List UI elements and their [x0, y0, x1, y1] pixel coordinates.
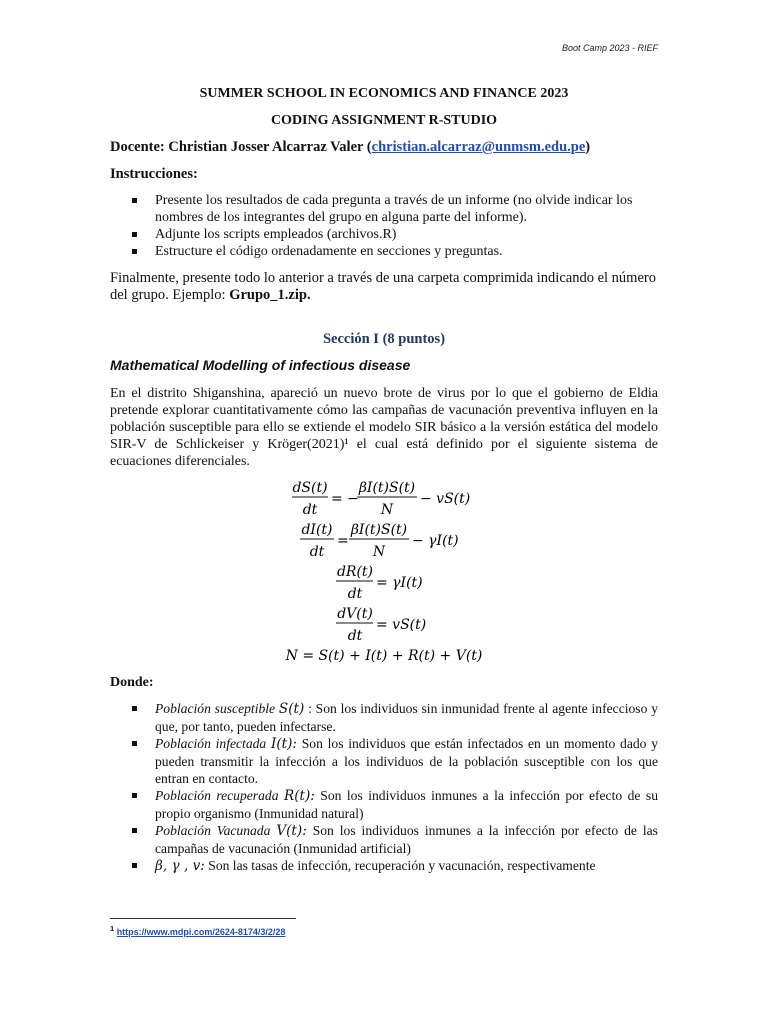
equation-di [0, 518, 768, 562]
definition-text: Son las tasas de infección, recuperación y vacunación, respectivamente [204, 858, 596, 873]
footnote [110, 924, 285, 937]
docente-label: Docente: [110, 139, 165, 155]
document-subtitle: CODING ASSIGNMENT R-STUDIO [270, 113, 498, 128]
eq2-frac-den: N [372, 544, 386, 560]
bullet-icon [132, 828, 137, 833]
bullet-icon [132, 741, 137, 746]
instruction-text: Estructure el código ordenadamente en secciones y preguntas. [155, 244, 503, 259]
docente-email-link[interactable]: christian.alcarraz@unmsm.edu.pe [371, 139, 586, 155]
footnote-mark: 1 [110, 924, 115, 933]
equation-dr [0, 560, 768, 604]
eq2-rhs-a: = [337, 533, 349, 549]
bullet-icon [132, 198, 137, 203]
instruction-text: Adjunte los scripts empleados (archivos.R) [155, 227, 397, 242]
definition-term: Población infectada [155, 736, 271, 751]
eq1-denominator: dt [302, 502, 318, 518]
eq3-rhs: = γI(t) [376, 575, 423, 591]
eq2-rhs-b: − γI(t) [412, 533, 459, 549]
eq1-frac-den: N [380, 502, 394, 518]
eq2-numerator: dI(t) [301, 522, 333, 538]
section-title: Sección I (8 puntos) [322, 331, 446, 347]
definition-text: Son los individuos que están infectados en un momento dado y pueden transmitir la infección a los individuos de la población susceptible con los que entran en contacto. [155, 736, 658, 786]
equation-dv [0, 602, 768, 646]
document-title: SUMMER SCHOOL IN ECONOMICS AND FINANCE 2023 [199, 86, 569, 101]
intro-paragraph: En el distrito Shiganshina, apareció un nuevo brote de virus por lo que el gobierno de Eldia pretende explorar cuantitativamente cómo las campañas de vacunación preventiva influyen en la población susceptible para ello se extiende el modelo SIR básico a la versión estática del modelo SIR-V de Schlickeiser y Kröger(2021)¹ el cual está definido por el siguiente sistema de ecuaciones diferenciales. [110, 386, 658, 469]
definition-symbol: V(t): [276, 823, 307, 839]
section-subtitle: Mathematical Modelling of infectious disease [110, 357, 411, 373]
definition-term: Población susceptible [155, 701, 279, 716]
list-item [110, 822, 658, 857]
definitions-list [110, 700, 658, 875]
eq1-numerator: dS(t) [292, 480, 328, 496]
docente-close: ) [585, 139, 591, 155]
definition-term: Población recuperada [155, 788, 284, 803]
list-item [110, 192, 658, 226]
definition-text: Son los individuos inmunes a la infección por efecto de su propio organismo (Inmunidad natural) [155, 788, 658, 821]
bullet-icon [132, 232, 137, 237]
equation-n [0, 644, 768, 668]
eq5-text: N = S(t) + I(t) + R(t) + V(t) [285, 648, 483, 664]
bullet-icon [132, 706, 137, 711]
bullet-icon [132, 249, 137, 254]
definition-symbol: I(t): [270, 736, 297, 752]
list-item [110, 243, 658, 260]
list-item [110, 857, 658, 875]
header-note: Boot Camp 2023 - RIEF [561, 43, 658, 53]
final-text: Finalmente, presente todo lo anterior a través de una carpeta comprimida indicando el número del grupo. Ejemplo: [110, 270, 656, 303]
eq3-numerator: dR(t) [336, 564, 374, 580]
list-item [110, 735, 658, 787]
eq4-denominator: dt [347, 628, 363, 644]
footnote-divider [110, 918, 296, 919]
list-item [110, 226, 658, 243]
docente-line [110, 139, 658, 156]
eq3-denominator: dt [347, 586, 363, 602]
eq1-frac-num: βI(t)S(t) [358, 480, 416, 496]
definition-text: Son los individuos inmunes a la infección por efecto de las campañas de vacunación (Inmunidad artificial) [155, 823, 658, 856]
eq1-rhs-b: − vS(t) [420, 491, 471, 507]
definition-text: : Son los individuos sin inmunidad frente al agente infeccioso y que, por tanto, pueden infectarse. [155, 701, 658, 734]
eq4-rhs: = vS(t) [376, 617, 427, 633]
list-item [110, 700, 658, 735]
list-item [110, 787, 658, 822]
definition-symbol: β, γ , v: [155, 858, 205, 874]
equation-ds [0, 476, 768, 520]
docente-name: Christian Josser Alcarraz Valer ( [164, 139, 372, 155]
footnote-link[interactable]: https://www.mdpi.com/2624-8174/3/2/28 [116, 927, 286, 937]
definition-symbol: R(t): [283, 788, 315, 804]
eq2-denominator: dt [309, 544, 325, 560]
definition-term: Población Vacunada [155, 823, 277, 838]
instructions-list [110, 192, 658, 260]
eq1-rhs-a: = − [331, 491, 359, 507]
final-instruction [110, 270, 658, 304]
eq2-frac-num: βI(t)S(t) [350, 522, 408, 538]
instructions-heading: Instrucciones: [110, 166, 198, 182]
final-example: Grupo_1.zip. [229, 287, 311, 303]
bullet-icon [132, 793, 137, 798]
bullet-icon [132, 863, 137, 868]
donde-heading: Donde: [110, 675, 154, 690]
eq4-numerator: dV(t) [337, 606, 373, 622]
instruction-text: Presente los resultados de cada pregunta a través de un informe (no olvide indicar los nombres de los integrantes del grupo en alguna parte del informe). [155, 193, 633, 225]
definition-symbol: S(t) [278, 701, 305, 717]
